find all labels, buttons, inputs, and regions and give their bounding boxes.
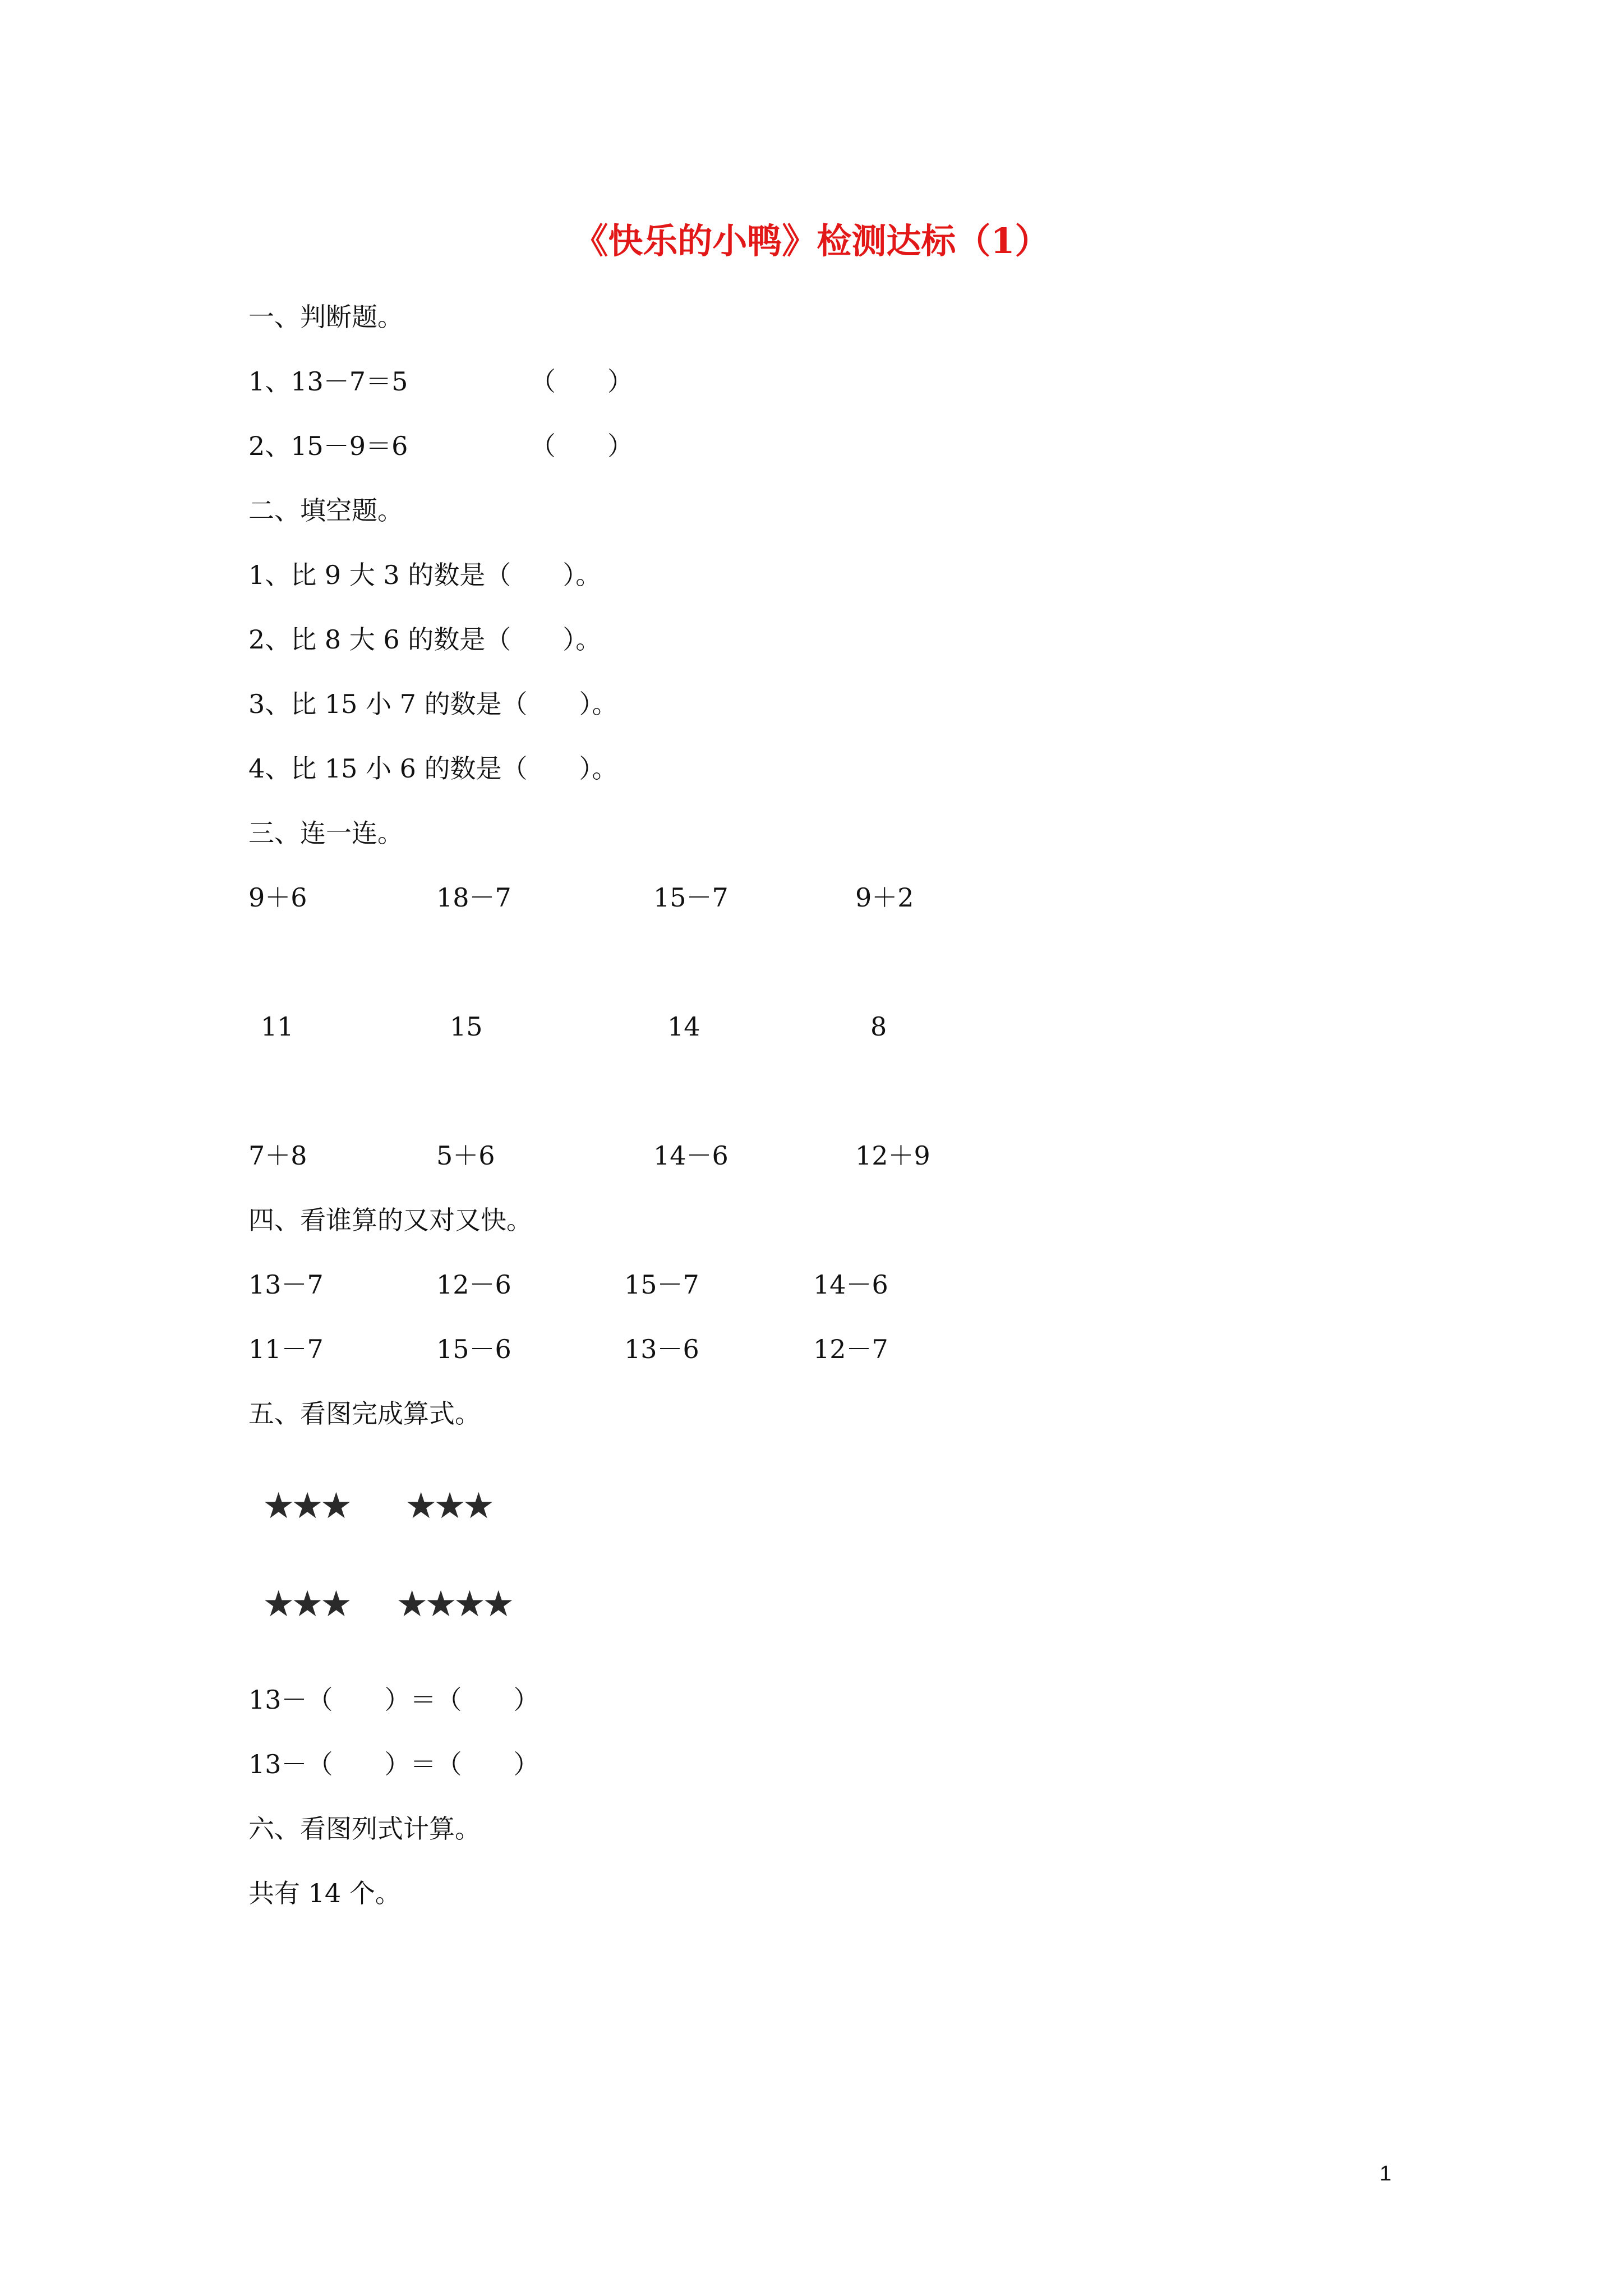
page-number: 1 xyxy=(1380,2162,1392,2185)
match-bottom-2[interactable]: 5＋6 xyxy=(436,1140,495,1171)
calc-item: 15－7 xyxy=(624,1269,699,1300)
section-4-heading: 四、看谁算的又对又快。 xyxy=(248,1205,532,1235)
judge-answer-blank-1[interactable]: （ ） xyxy=(530,366,633,397)
star-icon-group-1: ★★★ xyxy=(262,1485,349,1527)
calc-item: 13－7 xyxy=(248,1269,324,1300)
match-top-3[interactable]: 15－7 xyxy=(653,882,728,913)
star-icon-group-2: ★★★ xyxy=(405,1485,492,1527)
total-count-text: 共有 14 个。 xyxy=(248,1878,401,1908)
match-bottom-4[interactable]: 12＋9 xyxy=(855,1140,930,1171)
judge-answer-blank-2[interactable]: （ ） xyxy=(530,431,633,461)
match-top-1[interactable]: 9＋6 xyxy=(248,882,307,913)
fill-question-1[interactable]: 1、比 9 大 3 的数是（ ）。 xyxy=(248,560,602,590)
star-icon-group-3: ★★★ xyxy=(262,1584,349,1625)
calc-item: 12－6 xyxy=(436,1269,511,1300)
worksheet-title: 《快乐的小鸭》检测达标（1） xyxy=(573,220,1050,261)
match-top-4[interactable]: 9＋2 xyxy=(855,882,914,913)
calc-item: 11－7 xyxy=(248,1334,324,1364)
match-bottom-1[interactable]: 7＋8 xyxy=(248,1140,307,1171)
match-bottom-3[interactable]: 14－6 xyxy=(653,1140,728,1171)
match-middle-4[interactable]: 8 xyxy=(870,1011,887,1042)
star-icon-group-4: ★★★★ xyxy=(396,1584,511,1625)
section-3-heading: 三、连一连。 xyxy=(248,818,403,848)
match-top-2[interactable]: 18－7 xyxy=(436,882,511,913)
fill-question-3[interactable]: 3、比 15 小 7 的数是（ ）。 xyxy=(248,689,618,719)
calc-item: 15－6 xyxy=(436,1334,511,1364)
match-middle-1[interactable]: 11 xyxy=(261,1011,294,1042)
judge-question-2: 2、15－9＝6 xyxy=(248,431,408,461)
calc-item: 12－7 xyxy=(813,1334,888,1364)
fill-question-4[interactable]: 4、比 15 小 6 的数是（ ）。 xyxy=(248,753,618,784)
section-6-heading: 六、看图列式计算。 xyxy=(248,1814,481,1844)
section-2-heading: 二、填空题。 xyxy=(248,495,403,526)
match-middle-3[interactable]: 14 xyxy=(667,1011,700,1042)
match-middle-2[interactable]: 15 xyxy=(450,1011,483,1042)
fill-question-2[interactable]: 2、比 8 大 6 的数是（ ）。 xyxy=(248,624,602,655)
judge-question-1: 1、13－7＝5 xyxy=(248,366,408,397)
calc-item: 13－6 xyxy=(624,1334,699,1364)
section-5-heading: 五、看图完成算式。 xyxy=(248,1398,481,1429)
section-1-heading: 一、判断题。 xyxy=(248,302,403,332)
equation-2[interactable]: 13－（ ）＝（ ） xyxy=(248,1749,540,1779)
calc-item: 14－6 xyxy=(813,1269,888,1300)
equation-1[interactable]: 13－（ ）＝（ ） xyxy=(248,1685,540,1715)
